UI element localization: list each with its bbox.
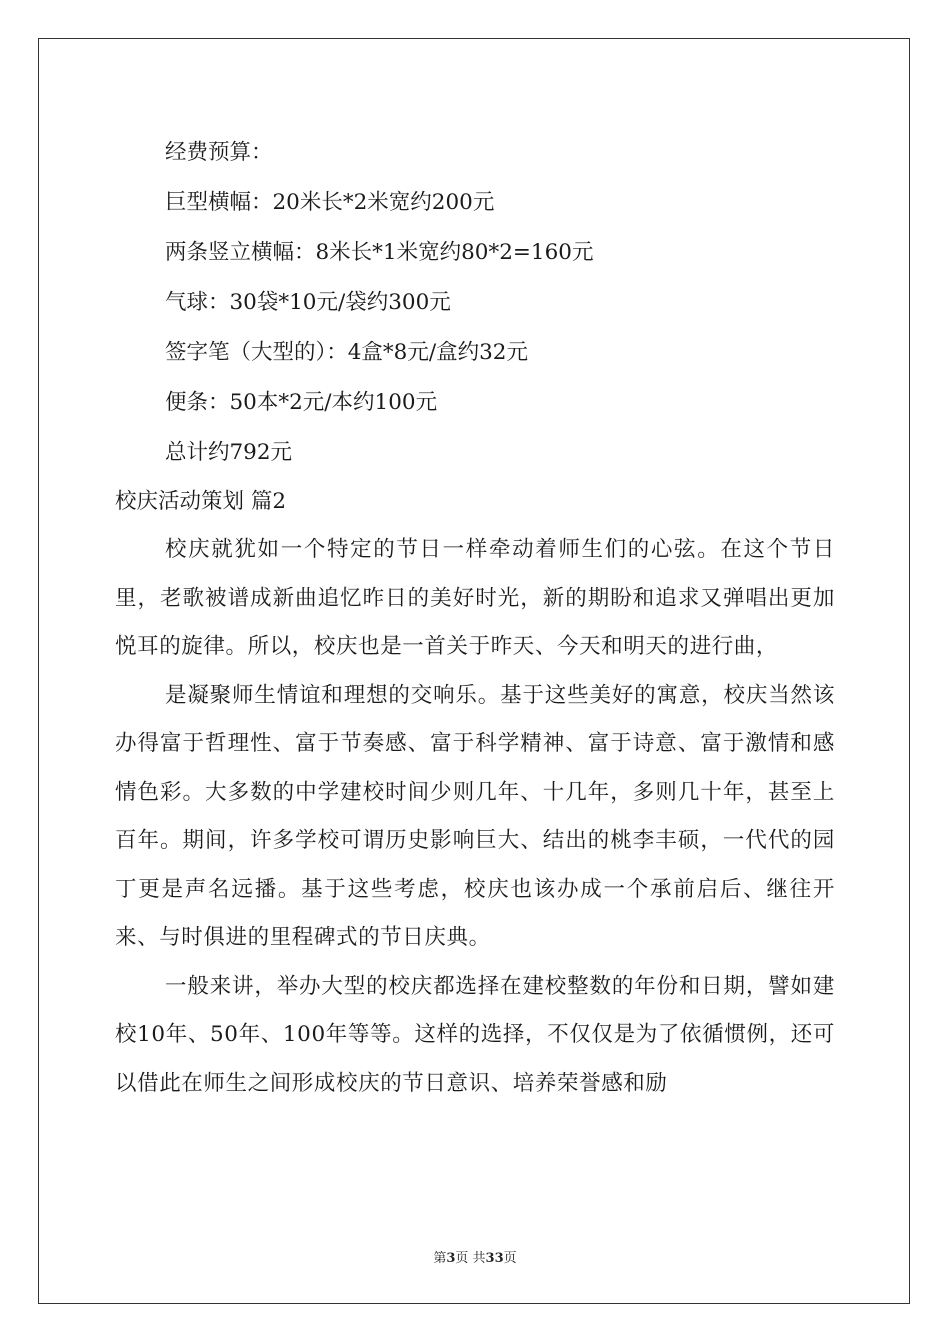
budget-item-pens: 签字笔（大型的）：4盒*8元/盒约32元 <box>165 340 528 365</box>
footer-prefix: 第 <box>433 1251 447 1266</box>
budget-title: 经费预算： <box>165 140 273 165</box>
paragraph: 是凝聚师生情谊和理想的交响乐。基于这些美好的寓意，校庆当然该办得富于哲理性、富于节奏感、富于科学精神、富于诗意、富于激情和感情色彩。大多数的中学建校时间少则几年、十几年，多则几十年，甚至上百年。期间，许多学校可谓历史影响巨大、结出的桃李丰硕，一代代的园丁更是声名远播。基于这些考虑，校庆也该办成一个承前启后、继往开来、与时俱进的里程碑式的节日庆典。 <box>115 682 835 950</box>
section-heading: 校庆活动策划 篇2 <box>115 489 287 514</box>
document-body <box>115 128 835 1108</box>
current-page-number: 3 <box>446 1251 456 1266</box>
paragraph: 一般来讲，举办大型的校庆都选择在建校整数的年份和日期，譬如建校10年、50年、100年等等。这样的选择，不仅仅是为了依循惯例，还可以借此在师生之间形成校庆的节日意识、培养荣誉感和励 <box>115 973 835 1096</box>
page-footer <box>0 1247 950 1266</box>
budget-item-notepads: 便条：50本*2元/本约100元 <box>165 390 438 415</box>
footer-mid: 页 共 <box>455 1251 486 1266</box>
total-page-count: 33 <box>485 1251 504 1266</box>
paragraph: 校庆就犹如一个特定的节日一样牵动着师生们的心弦。在这个节日里，老歌被谱成新曲追忆昨日的美好时光，新的期盼和追求又弹唱出更加悦耳的旋律。所以，校庆也是一首关于昨天、今天和明天的进行曲， <box>115 537 835 659</box>
budget-item-banner: 巨型横幅：20米长*2米宽约200元 <box>165 190 495 215</box>
budget-item-vertical-banners: 两条竖立横幅：8米长*1米宽约80*2=160元 <box>165 240 594 265</box>
budget-item-balloons: 气球：30袋*10元/袋约300元 <box>165 290 451 315</box>
footer-suffix: 页 <box>503 1251 517 1266</box>
budget-total: 总计约792元 <box>165 440 293 465</box>
